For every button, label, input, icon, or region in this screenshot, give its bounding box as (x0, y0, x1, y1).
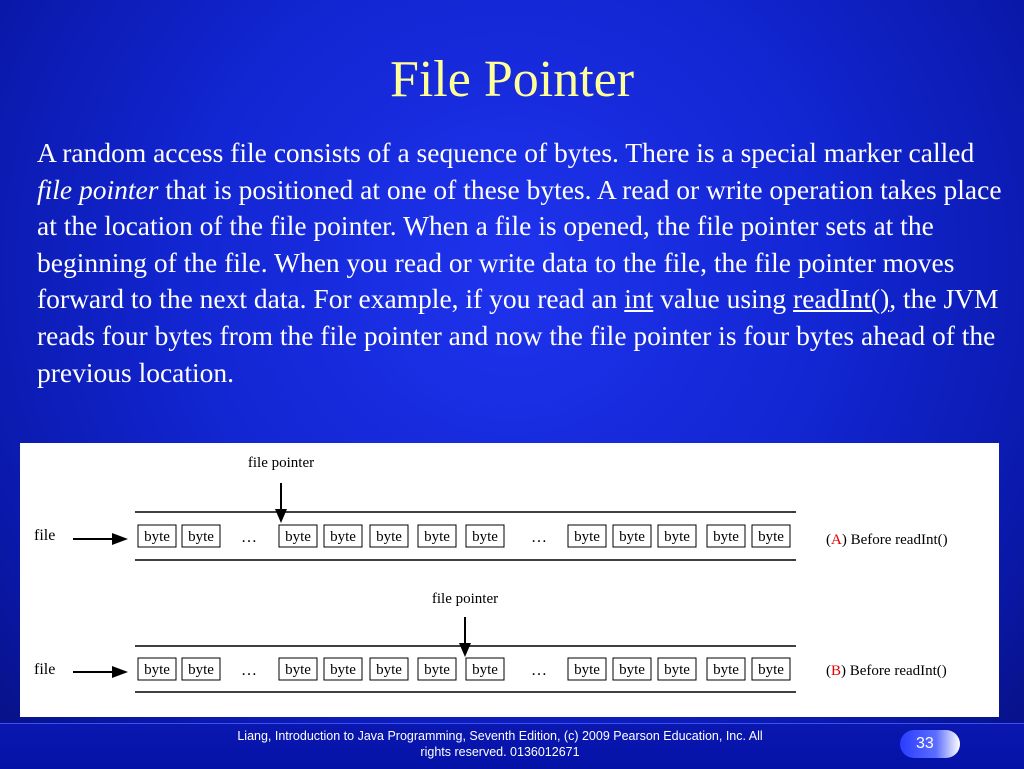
byte-box-label: byte (758, 529, 784, 545)
ellipsis: … (531, 662, 547, 679)
byte-box-label: byte (424, 529, 450, 545)
byte-box-label: byte (424, 662, 450, 678)
byte-box-label: byte (713, 529, 739, 545)
byte-box-label: byte (664, 529, 690, 545)
byte-box-label: byte (472, 662, 498, 678)
caption-text: ) Before readInt() (841, 532, 948, 548)
slide-title: File Pointer (389, 51, 635, 108)
file-label: file (34, 527, 56, 544)
byte-box-label: byte (188, 662, 214, 678)
body-text-part-4: , the JVM reads four bytes from the file pointer and now the file pointer is four bytes ahead of the previous location. (37, 283, 999, 388)
footer-line-1: Liang, Introduction to Java Programming, Seventh Edition, (c) 2009 Pearson Education, Inc. All (237, 729, 763, 743)
file-pointer-diagram-svg (20, 443, 999, 717)
byte-box-label: byte (285, 529, 311, 545)
caption-letter: B (831, 663, 842, 679)
byte-box-label: byte (144, 662, 170, 678)
ellipsis: … (241, 529, 257, 546)
byte-box-label: byte (619, 662, 645, 678)
file-pointer-arrow-head (459, 643, 471, 657)
byte-box-label: byte (376, 529, 402, 545)
file-pointer-arrow-head (275, 509, 287, 523)
body-text-part-1: A random access file consists of a sequence of bytes. There is a special marker called (37, 137, 975, 168)
body-text-part-3: value using (653, 283, 794, 315)
footer-copyright (195, 728, 805, 760)
byte-box-label: byte (330, 529, 356, 545)
file-arrow-head (112, 666, 128, 678)
byte-box-label: byte (285, 662, 311, 678)
byte-box-label: byte (144, 529, 170, 545)
caption-paren: ( (826, 663, 831, 679)
file-pointer-label: file pointer (431, 591, 499, 607)
body-code-int: int (624, 283, 654, 315)
byte-box-label: byte (619, 529, 645, 545)
footer-line-2: rights reserved. 0136012671 (420, 745, 580, 759)
byte-box-label: byte (188, 529, 214, 545)
caption-letter: A (831, 532, 842, 548)
byte-box-label: byte (472, 529, 498, 545)
byte-box-label: byte (713, 662, 739, 678)
row-caption (826, 663, 947, 679)
page-number: 33 (900, 730, 960, 758)
file-pointer-label: file pointer (247, 455, 315, 471)
slide-body-text (37, 135, 1007, 391)
byte-box-label: byte (574, 529, 600, 545)
byte-box-label: byte (758, 662, 784, 678)
file-arrow-head (112, 533, 128, 545)
caption-text: ) Before readInt() (841, 663, 947, 679)
caption-paren: ( (826, 532, 831, 548)
byte-box-label: byte (574, 662, 600, 678)
row-caption (826, 532, 948, 548)
body-code-readint: readInt() (793, 283, 890, 315)
byte-box-label: byte (376, 662, 402, 678)
file-pointer-diagram (20, 443, 999, 717)
body-text-emphasis: file pointer (37, 173, 159, 205)
ellipsis: … (241, 662, 257, 679)
byte-box-label: byte (330, 662, 356, 678)
body-text-part-2: that is positioned at one of these bytes. A read or write operation takes place at the location of the file pointer. When a file is opened, the file pointer sets at the beginning of the file. When you read or write data to the file, the file pointer moves forward to the next data. For example, if you read an (37, 173, 1002, 315)
ellipsis: … (531, 529, 547, 546)
byte-box-label: byte (664, 662, 690, 678)
file-label: file (34, 661, 56, 678)
